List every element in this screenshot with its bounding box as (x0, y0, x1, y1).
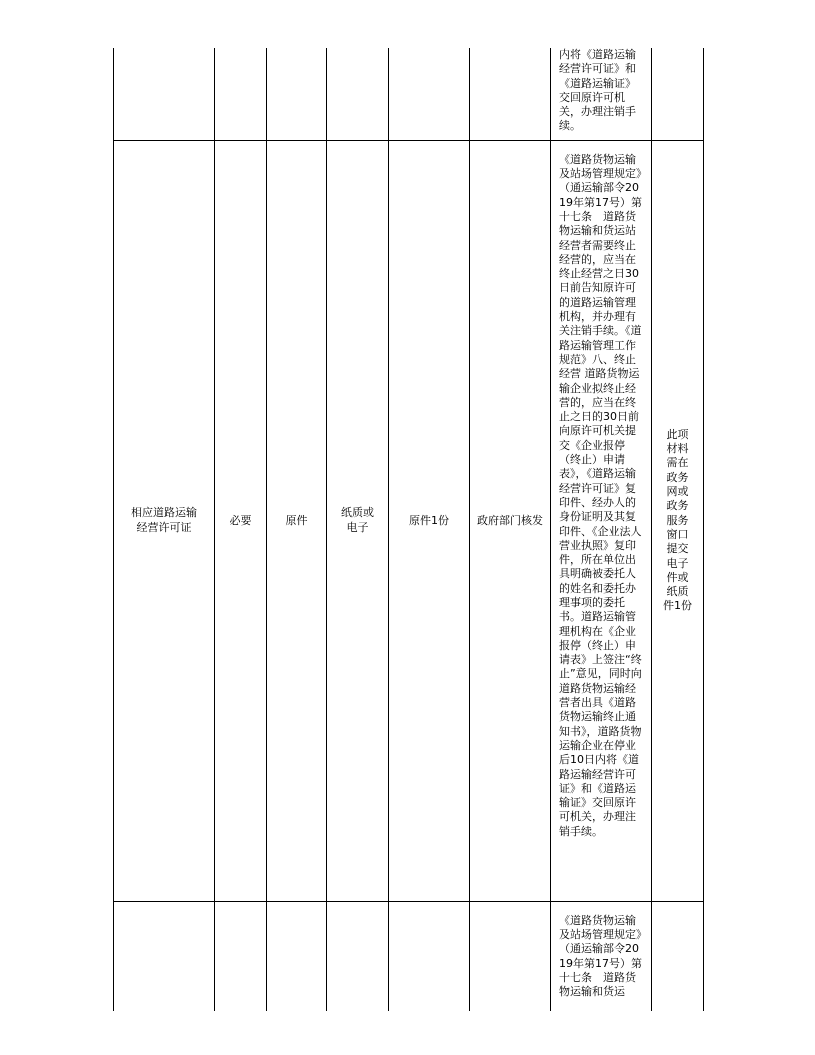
remark-cell (652, 48, 704, 140)
required-cell: 必要 (215, 140, 267, 901)
source-cell (470, 901, 551, 1011)
quantity-cell (389, 901, 470, 1011)
medium-cell (327, 48, 389, 140)
basis-cell (551, 140, 652, 901)
basis-text: 《道路货物运输及站场管理规定》（通运输部令2019年第17号）第十七条 道路货物运输和货运 (559, 913, 642, 999)
quantity-cell (389, 48, 470, 140)
basis-cell (551, 901, 652, 1011)
materials-table (113, 48, 704, 1011)
remark-cell (652, 140, 704, 901)
medium-cell (327, 901, 389, 1011)
material-name-cell (114, 901, 215, 1011)
quantity-cell: 原件1份 (389, 140, 470, 901)
required-cell (215, 901, 267, 1011)
table-row (114, 48, 704, 140)
form-cell: 原件 (267, 140, 327, 901)
medium-cell (327, 140, 389, 901)
source-cell (470, 140, 551, 901)
material-name: 相应道路运输经营许可证 (131, 506, 197, 534)
form-cell (267, 48, 327, 140)
table-row (114, 140, 704, 901)
form-cell (267, 901, 327, 1011)
basis-text: 《道路货物运输及站场管理规定》（通运输部令2019年第17号）第十七条 道路货物运输和货运站经营者需要终止经营的，应当在终止经营之日30日前告知原许可的道路运输管理机构，并办理有关注销手续。《道路运输管理工作规范》八、终止经营 道路货物运输企业拟终止经营的，应当在终止之日的30日前向原许可机关提交《企业报停（终止）申请表》，《道路运输经营许可证》复印件、经办人的身份证明及其复印件、《企业法人营业执照》复印件，所在单位出具明确被委托人的姓名和委托办理事项的委托书。道路运输管理机构在《企业报停（终止）申请表》上签注“终止”意见，同时向道路货物运输经营者出具《道路货物运输终止通知书》，道路货物运输企业在停业后10日内将《道路运输经营许可证》和《道路运输证》交回原许可机关，办理注销手续。 (559, 152, 642, 838)
remark-text: 此项材料需在政务网或政务服务窗口提交电子件或纸质件1份 (663, 427, 692, 613)
medium-text: 纸质或电子 (341, 506, 374, 534)
remark-cell (652, 901, 704, 1011)
required-cell (215, 48, 267, 140)
material-name-cell (114, 48, 215, 140)
source-cell (470, 48, 551, 140)
source-text: 政府部门核发 (477, 513, 543, 527)
material-name-cell (114, 140, 215, 901)
basis-text: 内将《道路运输经营许可证》和《道路运输证》交回原许可机关，办理注销手续。 (559, 48, 636, 133)
table-row (114, 901, 704, 1011)
basis-cell (551, 48, 652, 140)
